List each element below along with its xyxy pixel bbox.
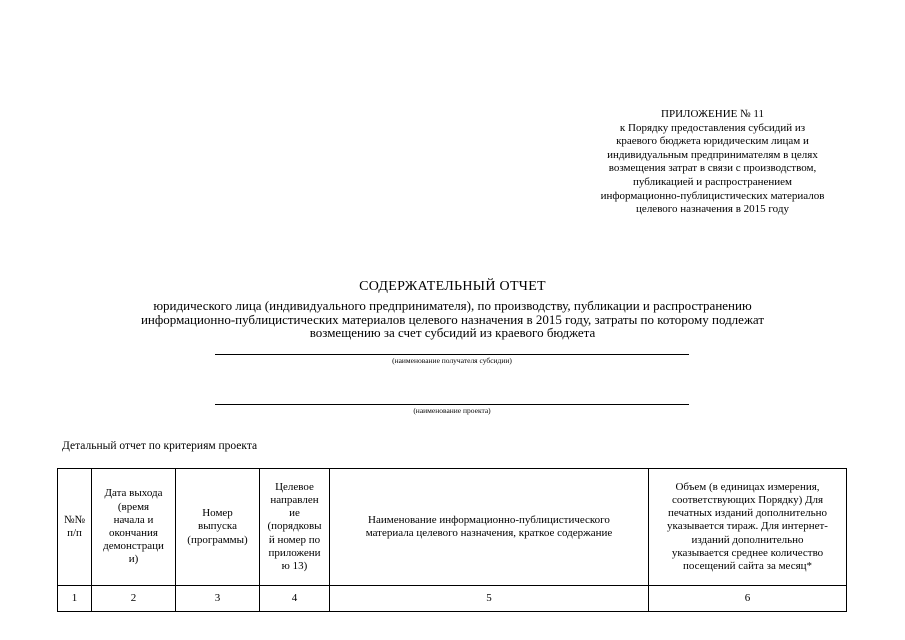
header-material-name bbox=[330, 469, 649, 586]
header-text: посещений сайта за месяц* bbox=[682, 560, 813, 572]
recipient-caption: (наименование получателя субсидии) bbox=[392, 356, 512, 365]
header-text: окончания bbox=[109, 527, 158, 539]
appendix-line: публикацией и распространением bbox=[633, 175, 792, 188]
header-text: выпуска bbox=[198, 520, 237, 533]
header-text: соответствующих Порядку) Для bbox=[671, 493, 824, 506]
header-text: указывается среднее количество bbox=[671, 546, 824, 559]
header-text: демонстраци bbox=[103, 540, 164, 553]
header-text: й номер по bbox=[268, 533, 321, 546]
header-text: Номер bbox=[202, 507, 233, 520]
appendix-line: индивидуальным предпринимателям в целях bbox=[607, 148, 818, 161]
header-text: изданий дополнительно bbox=[691, 533, 804, 546]
header-text: указывается тираж. Для интернет- bbox=[667, 520, 828, 533]
header-text: Дата выхода bbox=[104, 487, 163, 500]
recipient-name-line[interactable] bbox=[215, 354, 689, 355]
table-cell: 6 bbox=[649, 586, 847, 612]
header-text: (время bbox=[117, 500, 150, 513]
header-text: приложени bbox=[268, 546, 321, 559]
detail-heading: Детальный отчет по критериям проекта bbox=[62, 440, 258, 452]
header-target-direction bbox=[260, 469, 330, 586]
header-text: Наименование информационно-публицистического bbox=[368, 513, 610, 526]
table-row bbox=[58, 586, 847, 612]
project-name-line[interactable] bbox=[215, 404, 689, 405]
header-text: №№ bbox=[64, 513, 85, 526]
table-cell: 2 bbox=[92, 586, 176, 612]
header-text: начала и bbox=[113, 513, 154, 526]
subtitle-line: юридического лица (индивидуального предпринимателя), по производству, публикации и распространению bbox=[153, 298, 752, 313]
table-cell: 1 bbox=[58, 586, 92, 612]
subtitle-line: возмещению за счет субсидий из краевого бюджета bbox=[309, 325, 596, 341]
table-cell: 5 bbox=[330, 586, 649, 612]
header-text: и) bbox=[128, 553, 139, 566]
table-header-row bbox=[58, 469, 847, 586]
table-cell: 4 bbox=[260, 586, 330, 612]
header-text: направлен bbox=[270, 493, 319, 506]
subtitle-line: информационно-публицистических материалов целевого назначения в 2015 году, затраты по которому подлежат bbox=[140, 311, 765, 327]
report-title: СОДЕРЖАТЕЛЬНЫЙ ОТЧЕТ bbox=[359, 279, 546, 294]
header-text: ие bbox=[289, 507, 300, 520]
appendix-line: информационно-публицистических материалов bbox=[600, 189, 825, 202]
header-text: Целевое bbox=[275, 480, 314, 493]
header-issue-number bbox=[176, 469, 260, 586]
header-text: Объем (в единицах измерения, bbox=[675, 480, 820, 493]
appendix-title: ПРИЛОЖЕНИЕ № 11 bbox=[661, 108, 764, 120]
report-subtitle bbox=[40, 299, 865, 340]
header-release-date bbox=[92, 469, 176, 586]
header-text: ю 13) bbox=[281, 560, 308, 572]
project-caption: (наименование проекта) bbox=[413, 406, 491, 415]
header-text: материала целевого назначения, краткое содержание bbox=[365, 527, 613, 539]
appendix-line: возмещения затрат в связи с производством, bbox=[608, 162, 817, 175]
appendix-block bbox=[560, 108, 865, 217]
table-cell: 3 bbox=[176, 586, 260, 612]
criteria-table bbox=[57, 468, 847, 612]
header-text: п/п bbox=[67, 527, 82, 539]
header-volume bbox=[649, 469, 847, 586]
appendix-line: краевого бюджета юридическим лицам и bbox=[616, 135, 809, 148]
header-number bbox=[58, 469, 92, 586]
header-text: печатных изданий дополнительно bbox=[667, 507, 828, 520]
header-text: (порядковы bbox=[267, 520, 322, 533]
header-text: (программы) bbox=[187, 533, 248, 546]
appendix-line: целевого назначения в 2015 году bbox=[636, 203, 789, 216]
appendix-line: к Порядку предоставления субсидий из bbox=[619, 121, 806, 134]
